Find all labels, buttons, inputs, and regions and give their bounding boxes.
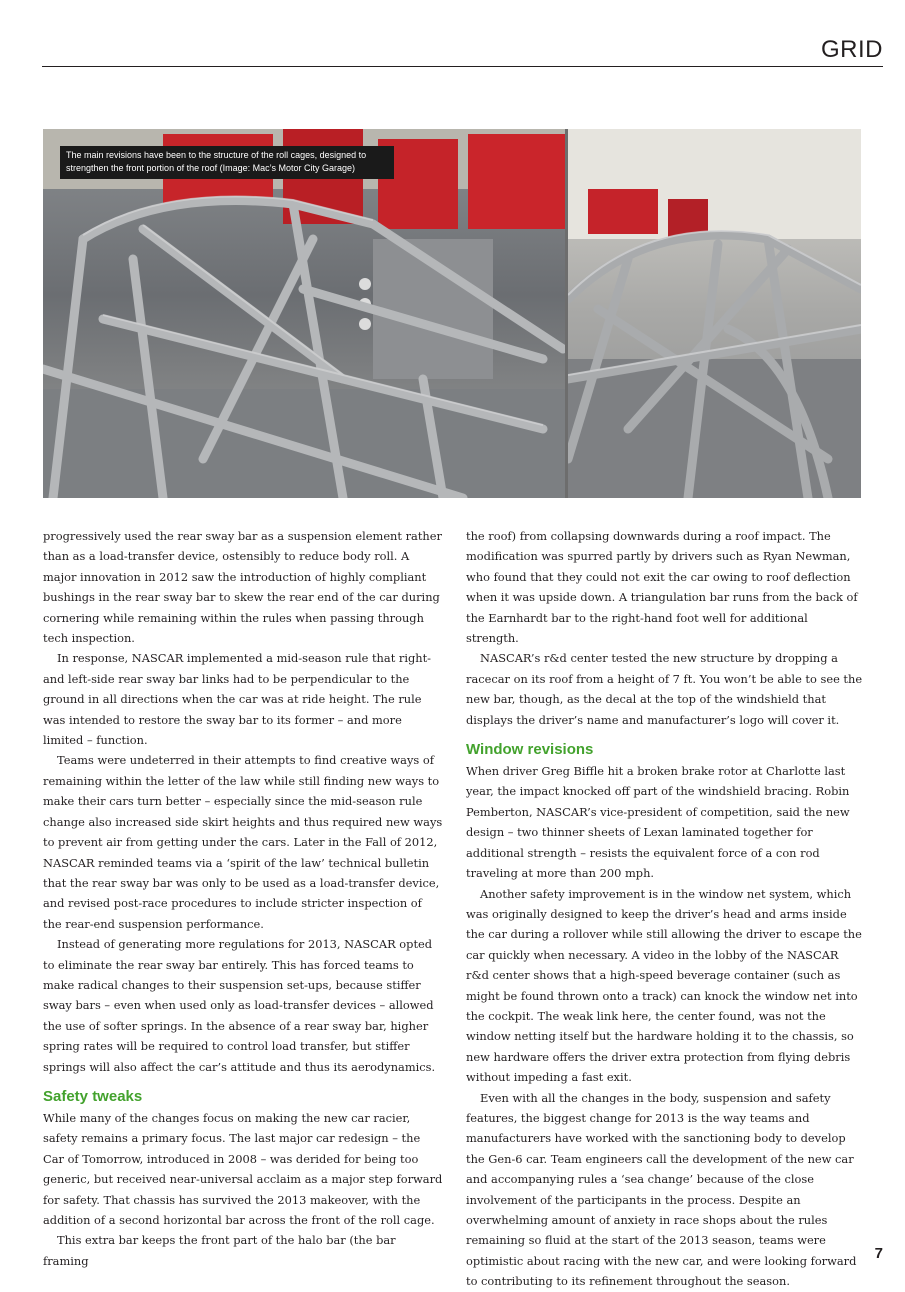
paragraph: the roof) from collapsing downwards during a roof impact. The modification was spurred partly by drivers such as Ryan Newman, who found that they could not exit the car owing to roof deflection when it was upside down. A triangulation bar runs from the back of the Earnhardt bar to the right-hand foot well for additional strength. (466, 529, 858, 646)
article-column-left (43, 526, 443, 1271)
paragraph: NASCAR’s r&d center tested the new structure by dropping a racecar on its roof from a height of 7 ft. You won’t be able to see the new bar, though, as the decal at the top of the windshield that displays the driver’s name and manufacturer’s logo will cover it. (466, 651, 863, 727)
paragraph: Instead of generating more regulations for 2013, NASCAR opted to eliminate the rear sway bar entirely. This has forced teams to make radical changes to their suspension set-ups, because stiffer sway bars – even when used only as load-transfer devices – allowed the use of softer springs. In the absence of a rear sway bar, higher spring rates will be required to control load transfer, but stiffer springs will also affect the car’s attitude and thus its aerodynamics. (43, 937, 436, 1074)
paragraph: progressively used the rear sway bar as a suspension element rather than as a load-transfer device, ostensibly to reduce body roll. A major innovation in 2012 saw the introduction of highly compliant bushings in the rear sway bar to skew the rear end of the car during cornering while remaining within the rules when passing through tech inspection. (43, 529, 442, 646)
header-divider (42, 66, 883, 67)
roll-cage-photo-right (568, 129, 861, 498)
section-title: GRID (821, 36, 883, 63)
paragraph: Another safety improvement is in the window net system, which was originally designed to keep the driver’s head and arms inside the car during a rollover while still allowing the driver to escape the car quickly when necessary. A video in the lobby of the NASCAR r&d center shows that a high-speed beverage container (such as might be found thrown onto a track) can knock the window net into the cockpit. The weak link here, the center found, was not the window netting itself but the hardware holding it to the chassis, so new hardware offers the driver extra protection from flying debris without impeding a fast exit. (466, 886, 862, 1085)
paragraph: This extra bar keeps the front part of the halo bar (the bar framing (43, 1233, 396, 1268)
section-heading-safety-tweaks: Safety tweaks (43, 1087, 143, 1105)
page-number: 7 (874, 1245, 883, 1262)
article-column-right (466, 526, 864, 1292)
section-heading-window-revisions: Window revisions (466, 741, 594, 759)
photo-figure (43, 129, 861, 498)
paragraph: Even with all the changes in the body, suspension and safety features, the biggest change for 2013 is the way teams and manufacturers have worked with the sanctioning body to develop the Gen-6 car. Team engineers call the development of the new car and accompanying rules a ‘sea change’ because of the close involvement of the participants in the process. Despite an overwhelming amount of anxiety in race shops about the rules remaining so fluid at the start of the 2013 season, teams were optimistic about racing with the new car, and were looking forward to contributing to its refinement throughout the season. (466, 1090, 857, 1289)
paragraph: While many of the changes focus on making the new car racier, safety remains a primary focus. The last major car redesign – the Car of Tomorrow, introduced in 2008 – was derided for being too generic, but received near-universal acclaim as a major step forward for safety. That chassis has survived the 2013 makeover, with the addition of a second horizontal bar across the front of the roll cage. (43, 1110, 443, 1227)
paragraph: When driver Greg Biffle hit a broken brake rotor at Charlotte last year, the impact knocked off part of the windshield bracing. Robin Pemberton, NASCAR’s vice-president of competition, said the new design – two thinner sheets of Lexan laminated together for additional strength – resists the equivalent force of a con rod traveling at more than 200 mph. (466, 764, 850, 881)
paragraph: Teams were undeterred in their attempts to find creative ways of remaining within the letter of the law while still finding new ways to make their cars turn better – especially since the mid-season rule change also increased side skirt heights and thus required new ways to prevent air from getting under the cars. Later in the Fall of 2012, NASCAR reminded teams via a ‘spirit of the law’ technical bulletin that the rear sway bar was only to be used as a load-transfer device, and revised post-race procedures to include stricter inspection of the rear-end suspension performance. (43, 753, 443, 931)
photo-caption: The main revisions have been to the structure of the roll cages, designed to strengthen the front portion of the roof (Image: Mac’s Motor City Garage) (60, 146, 394, 179)
paragraph: In response, NASCAR implemented a mid-season rule that right- and left-side rear sway bar links had to be perpendicular to the ground in all directions when the car was at ride height. The rule was intended to restore the sway bar to its former – and more limited – function. (43, 651, 432, 748)
roll-cage-photo-left (43, 129, 565, 498)
